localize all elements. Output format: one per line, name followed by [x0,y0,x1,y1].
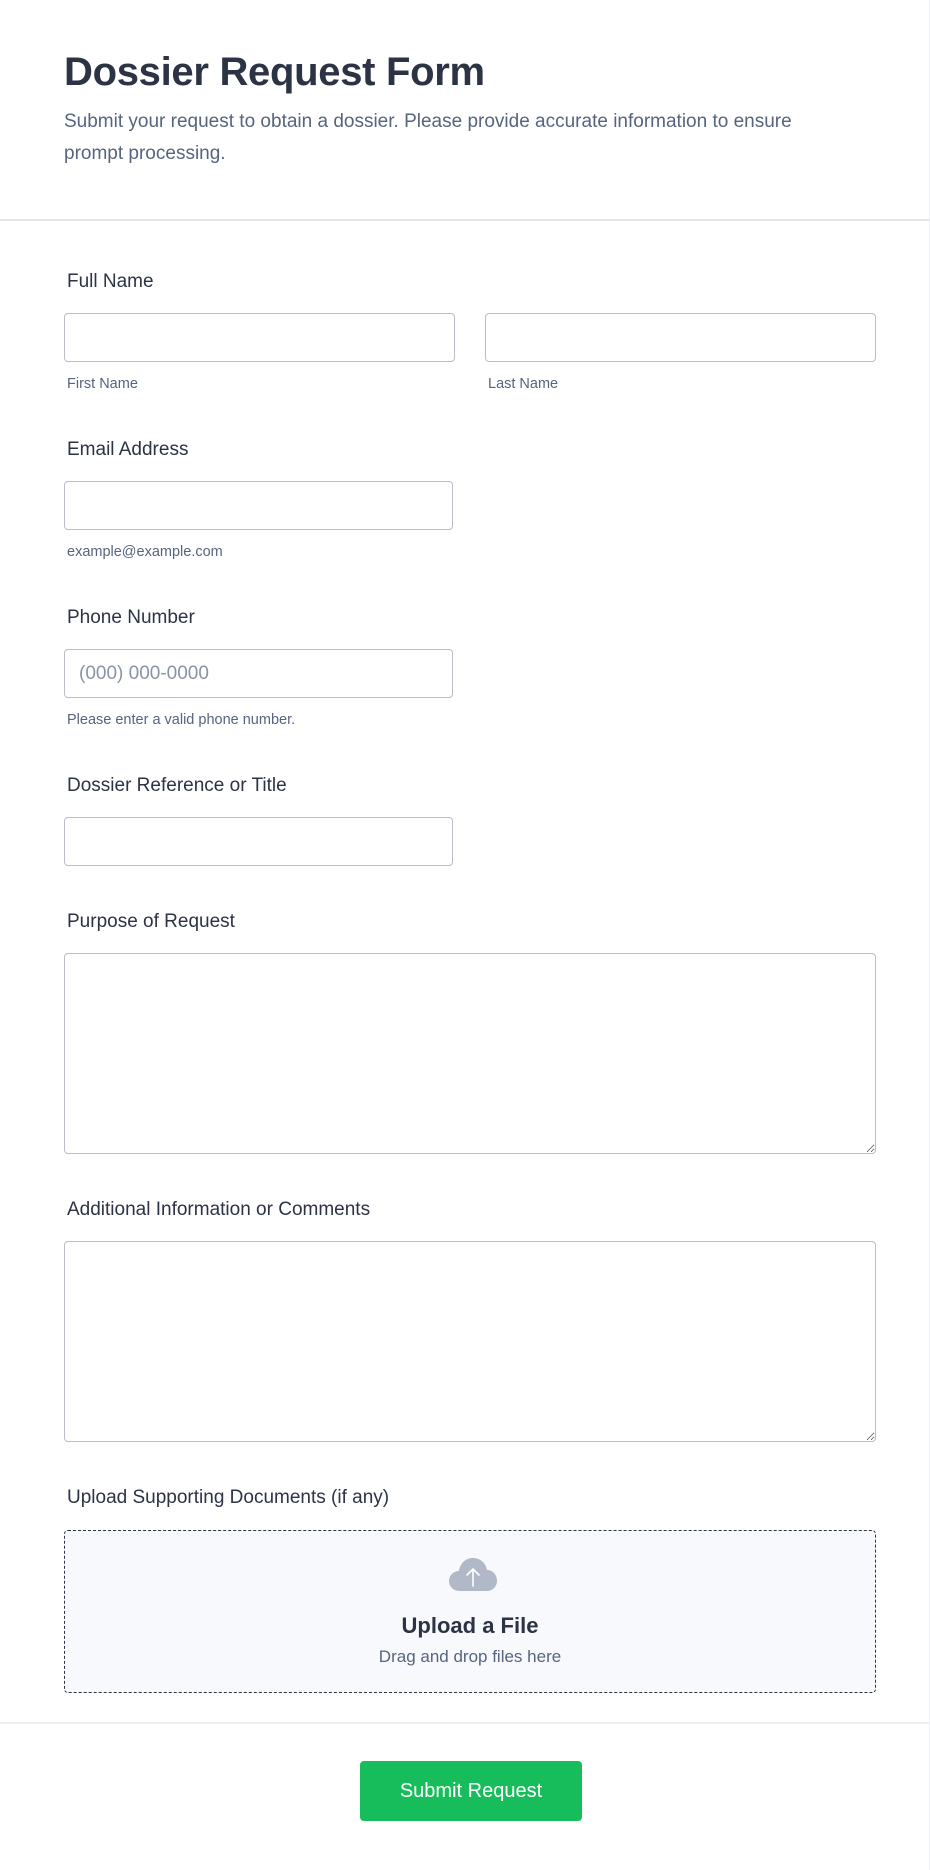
last-name-input[interactable] [485,313,876,362]
upload-label: Upload Supporting Documents (if any) [67,1487,390,1508]
phone-input[interactable] [64,649,453,698]
page-subtitle: Submit your request to obtain a dossier. Please provide accurate information to ensure prompt processing. [64,111,792,164]
dossier-reference-input[interactable] [64,817,453,866]
first-name-sublabel: First Name [67,376,138,392]
email-input[interactable] [64,481,453,530]
form-header [0,0,930,221]
form-footer [0,1722,930,1870]
purpose-textarea[interactable] [64,953,876,1154]
email-sublabel: example@example.com [67,544,223,560]
phone-label: Phone Number [67,607,195,628]
phone-sublabel: Please enter a valid phone number. [67,712,296,728]
additional-info-label: Additional Information or Comments [67,1199,371,1220]
upload-title: Upload a File [401,1613,539,1638]
file-dropzone[interactable] [64,1530,876,1693]
page-title: Dossier Request Form [64,50,485,94]
additional-info-textarea[interactable] [64,1241,876,1442]
cloud-upload-icon [448,1557,498,1593]
first-name-input[interactable] [64,313,455,362]
email-label: Email Address [67,439,189,460]
upload-subtitle: Drag and drop files here [378,1647,562,1666]
purpose-label: Purpose of Request [67,911,235,932]
submit-request-button[interactable]: Submit Request [360,1761,582,1821]
full-name-label: Full Name [67,271,154,292]
dossier-reference-label: Dossier Reference or Title [67,775,287,796]
last-name-sublabel: Last Name [488,376,559,392]
